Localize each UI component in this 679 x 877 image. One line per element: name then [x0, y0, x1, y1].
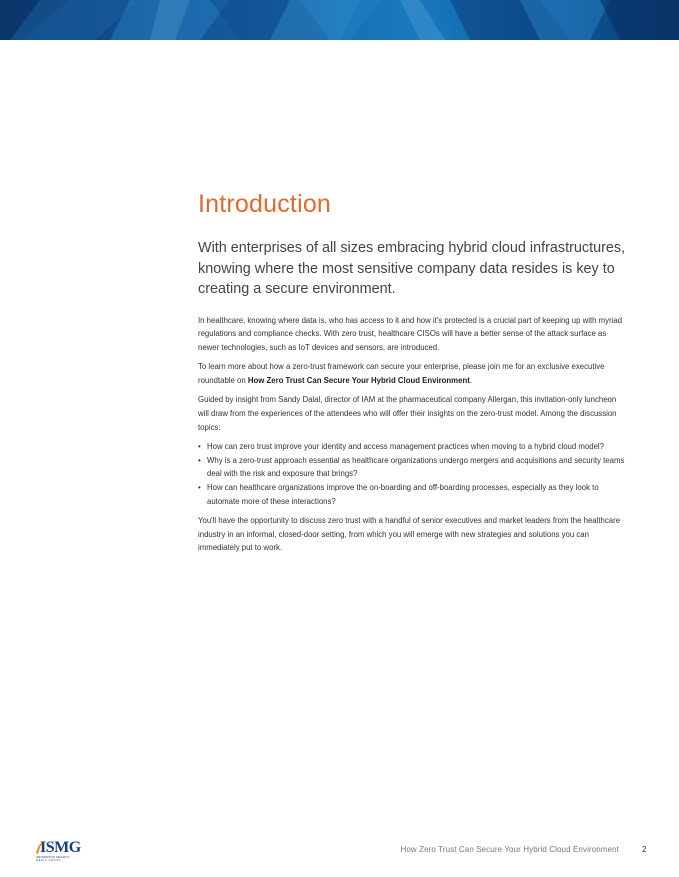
body-paragraph-1: In healthcare, knowing where data is, who has access to it and how it's protected is a crucial part of keeping up with myriad regulations and compliance checks. With zero trust, healthcare CISOs will have a better sense of the attack surface as newer technologies, such as IoT devices and sensors, are introduced.	[198, 315, 623, 352]
logo-subtitle-2: MEDIA GROUP	[36, 859, 62, 862]
list-item-text: How can zero trust improve your identity and access management practices when moving to a hybrid cloud model?	[207, 442, 604, 452]
event-title-bold: How Zero Trust Can Secure Your Hybrid Cloud Environment	[247, 375, 470, 385]
list-item	[198, 440, 628, 454]
list-item	[198, 454, 628, 481]
paragraph-2-text: To learn more about how a zero-trust framework can secure your enterprise, please join me for an exclusive executive roundtable on	[198, 362, 605, 385]
list-item-text: Why is a zero-trust approach essential as healthcare organizations undergo mergers and acquisitions and security teams deal with the risk and exposure that brings?	[207, 455, 625, 479]
logo-text: ISMG	[40, 839, 81, 856]
bullet-icon: •	[198, 442, 201, 452]
logo-subtitle: INFORMATION SECURITY	[36, 856, 70, 859]
bullet-icon: •	[198, 483, 201, 493]
body-paragraph-3: Guided by insight from Sandy Dalal, director of IAM at the pharmaceutical company Allergan, this invitation-only luncheon will draw from the experiences of the attendees who will offer their insights on the zero-trust model. Among the discussion topics:	[198, 395, 617, 432]
banner-pattern	[0, 0, 679, 40]
body-paragraph-2	[198, 360, 628, 387]
paragraph-2-end: .	[469, 375, 472, 385]
body-paragraph-4: You'll have the opportunity to discuss zero trust with a handful of senior executives and market leaders from the healthcare industry in an informal, closed-door setting, from which you will emerge with new strategies and solutions you can immediately put to work.	[198, 516, 621, 553]
ismg-logo	[34, 839, 84, 863]
introduction-section	[198, 188, 628, 561]
header-banner	[0, 0, 679, 40]
lead-paragraph: With enterprises of all sizes embracing hybrid cloud infrastructures, knowing where the most sensitive company data resides is key to creating a secure environment.	[198, 240, 626, 297]
page-number: 2	[642, 845, 647, 854]
footer-document-title: How Zero Trust Can Secure Your Hybrid Cloud Environment	[400, 845, 619, 854]
list-item	[198, 481, 628, 508]
list-item-text: How can healthcare organizations improve the on-boarding and off-boarding processes, especially as they look to automate more of these interactions?	[207, 483, 599, 506]
bullet-icon: •	[198, 455, 201, 465]
discussion-topics-list	[198, 440, 628, 508]
section-title: Introduction	[198, 190, 332, 218]
